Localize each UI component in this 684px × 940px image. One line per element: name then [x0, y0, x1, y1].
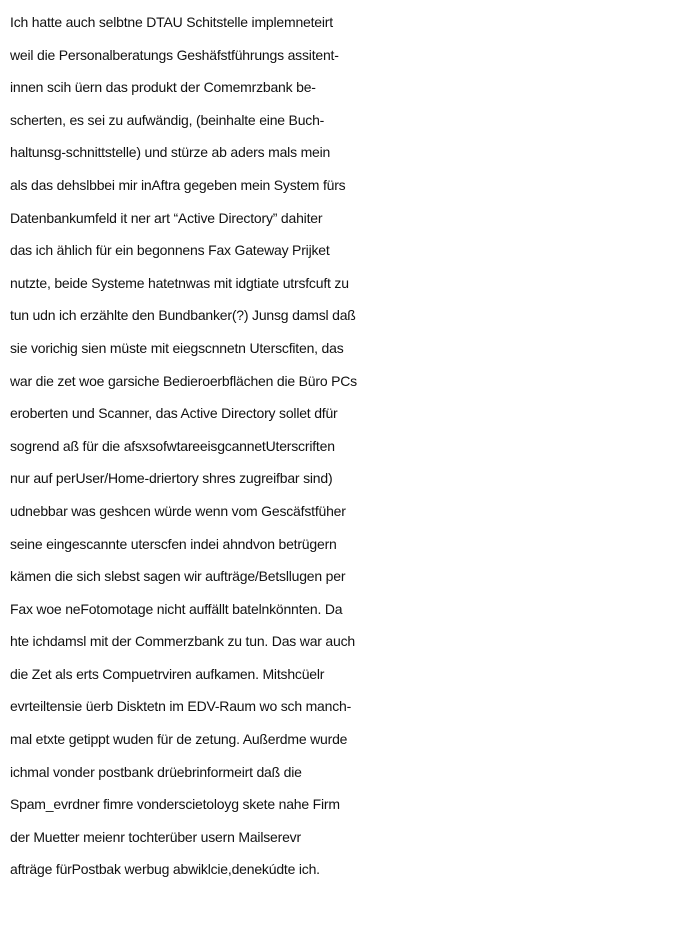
text-line: kämen die sich slebst sagen wir aufträge/Betsllugen per — [10, 568, 346, 585]
text-line: hte ichdamsl mit der Commerzbank zu tun. Das war auch — [10, 633, 355, 650]
text-line: afträge fürPostbak werbug abwiklcie,denekúdte ich. — [10, 861, 320, 878]
text-line: evrteiltensie üerb Disktetn im EDV-Raum wo sch manch- — [10, 698, 352, 715]
text-line: mal etxte getippt wuden für de zetung. Außerdme wurde — [10, 731, 348, 748]
text-line: war die zet woe garsiche Bedieroerbflächen die Büro PCs — [10, 372, 357, 389]
text-line: die Zet als erts Compuetrviren aufkamen. Mitshcüelr — [10, 665, 325, 682]
text-line: Spam_evrdner fimre vonderscietoloyg skete nahe Firm — [10, 796, 340, 813]
text-line: ichmal vonder postbank drüebrinformeirt daß die — [10, 763, 302, 780]
text-line: Fax woe neFotomotage nicht auffällt batelnkönnten. Da — [10, 600, 343, 617]
text-line: eroberten und Scanner, das Active Directory sollet dfür — [10, 405, 338, 422]
text-line: innen scih üern das produkt der Comemrzbank be- — [10, 79, 316, 96]
text-line: seine eingescannte uterscfen indei ahndvon betrügern — [10, 535, 337, 552]
text-line: scherten, es sei zu aufwändig, (beinhalte eine Buch- — [10, 111, 325, 128]
text-line: nutzte, beide Systeme hatetnwas mit idgtiate utrsfcuft zu — [10, 274, 349, 291]
text-line: sie vorichig sien müste mit eiegscnnetn Uterscfiten, das — [10, 339, 344, 356]
text-line: nur auf perUser/Home-driertory shres zugreifbar sind) — [10, 470, 333, 487]
text-line: der Muetter meienr tochterüber usern Mailserevr — [10, 828, 301, 845]
text-line: udnebbar was geshcen würde wenn vom Gescäfstfüher — [10, 502, 346, 519]
text-line: sogrend aß für die afsxsofwtareeisgcannetUterscriften — [10, 437, 335, 454]
text-line: als das dehslbbei mir inAftra gegeben mein System fürs — [10, 176, 346, 193]
text-line: weil die Personalberatungs Geshäfstführungs assitent- — [10, 46, 339, 63]
text-line: haltunsg-schnittstelle) und stürze ab aders mals mein — [10, 144, 331, 161]
text-line: Ich hatte auch selbtne DTAU Schitstelle implemneteirt — [10, 14, 333, 30]
text-line: Datenbankumfeld it ner art “Active Directory” dahiter — [10, 209, 323, 226]
text-line: tun udn ich erzählte den Bundbanker(?) Junsg damsl daß — [10, 307, 356, 324]
text-body — [10, 6, 680, 886]
text-line: das ich ählich für ein begonnens Fax Gateway Prijket — [10, 242, 330, 259]
